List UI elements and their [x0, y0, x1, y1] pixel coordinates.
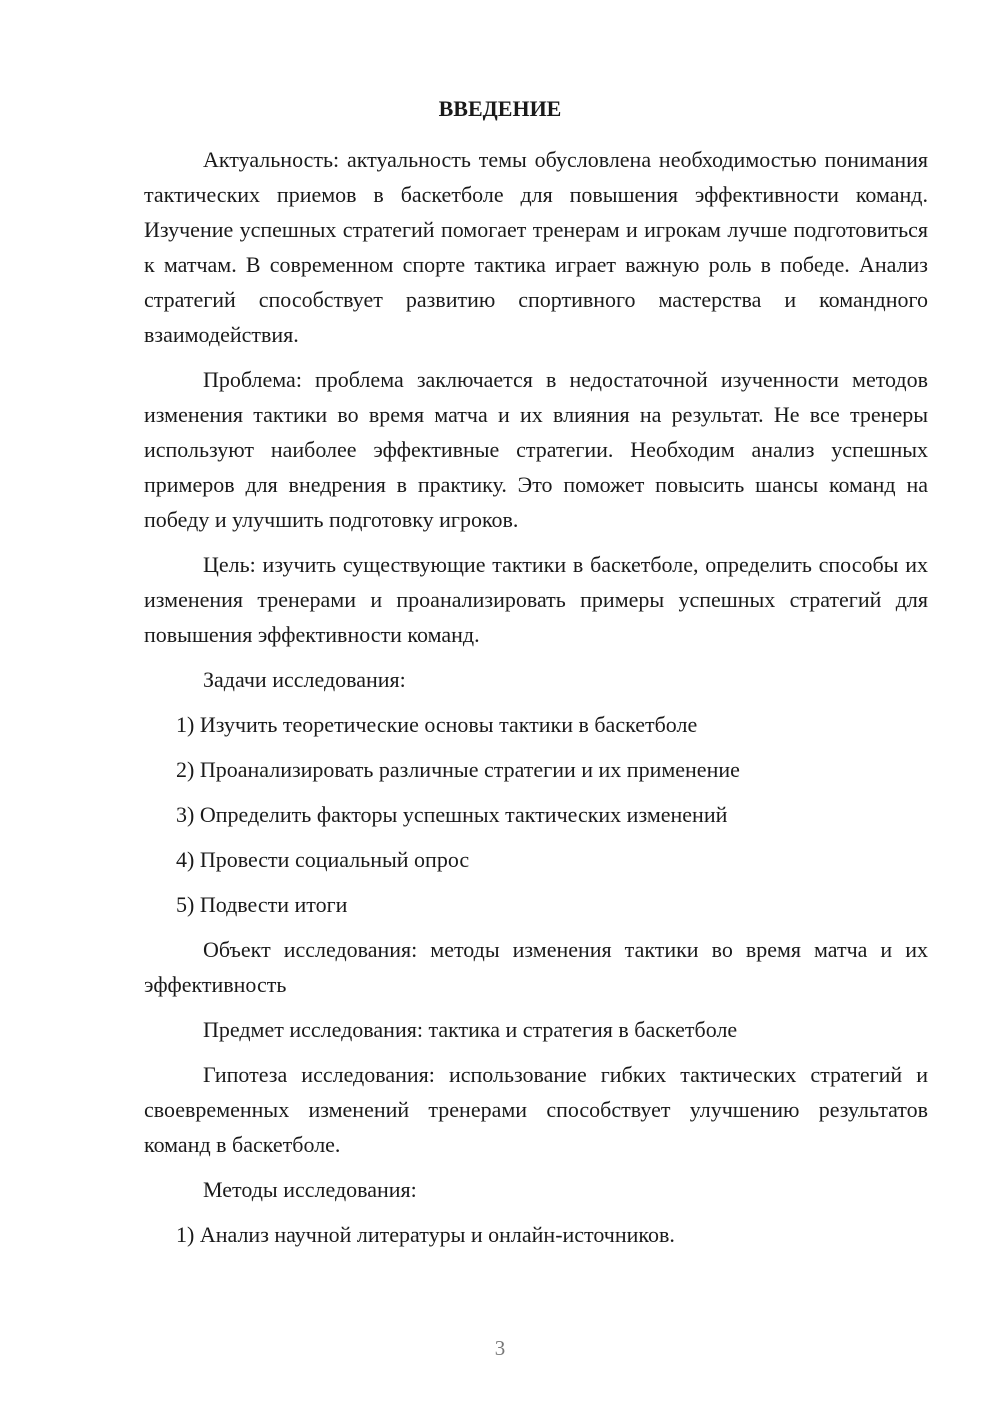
tasks-heading: Задачи исследования: — [203, 667, 406, 692]
goal-paragraph: Цель: изучить существующие тактики в баскетболе, определить способы их изменения тренерами и проанализировать примеры успешных стратегий для повышения эффективности команд. — [144, 552, 928, 647]
task-item: 2) Проанализировать различные стратегии и их применение — [176, 757, 740, 782]
task-item: 5) Подвести итоги — [176, 892, 348, 917]
page-number: 3 — [494, 1336, 506, 1360]
document-body — [144, 142, 928, 1262]
task-item: 4) Провести социальный опрос — [176, 847, 470, 872]
section-title: ВВЕДЕНИЕ — [438, 96, 562, 121]
methods-heading: Методы исследования: — [203, 1177, 417, 1202]
object-paragraph: Объект исследования: методы изменения тактики во время матча и их эффективность — [144, 937, 928, 997]
hypothesis-paragraph: Гипотеза исследования: использование гибких тактических стратегий и своевременных изменений тренерами способствует улучшению результатов команд в баскетболе. — [144, 1062, 928, 1157]
method-item: 1) Анализ научной литературы и онлайн-источников. — [176, 1222, 675, 1247]
subject-paragraph: Предмет исследования: тактика и стратегия в баскетболе — [203, 1017, 738, 1042]
task-item: 3) Определить факторы успешных тактических изменений — [176, 802, 728, 827]
problem-paragraph: Проблема: проблема заключается в недостаточной изученности методов изменения тактики во время матча и их влияния на результат. Не все тренеры используют наиболее эффективные стратегии. Необходим анализ успешных примеров для внедрения в практику. Это поможет повысить шансы команд на победу и улучшить подготовку игроков. — [144, 367, 928, 532]
task-item: 1) Изучить теоретические основы тактики в баскетболе — [176, 712, 698, 737]
relevance-paragraph: Актуальность: актуальность темы обусловлена необходимостью понимания тактических приемов в баскетболе для повышения эффективности команд. Изучение успешных стратегий помогает тренерам и игрокам лучше подготовиться к матчам. В современном спорте тактика играет важную роль в победе. Анализ стратегий способствует развитию спортивного мастерства и командного взаимодействия. — [144, 147, 928, 347]
